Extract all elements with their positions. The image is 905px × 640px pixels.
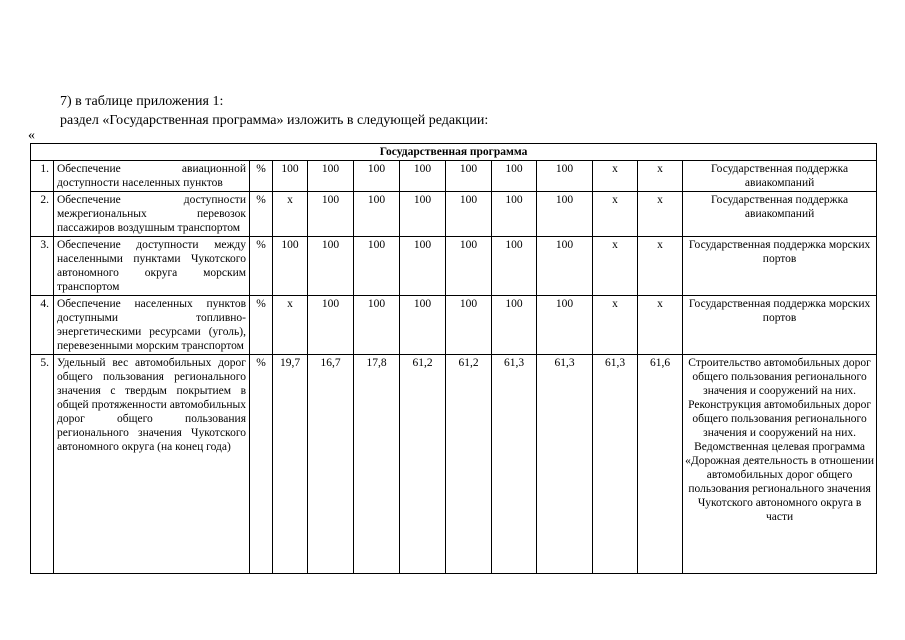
row-number: 3. [31, 237, 54, 296]
note-cell: Государственная поддержка морских портов [683, 296, 877, 355]
row-number: 4. [31, 296, 54, 355]
row-number: 5. [31, 355, 54, 574]
value-cell: 100 [446, 237, 492, 296]
note-cell: Строительство автомобильных дорог общего пользования регионального значения и сооружений на них. Реконструкция автомобильных дорог общего пользования регионального значения и сооружений на них. Ведомственная целевая программа «Дорожная деятельность в отношении автомобильных дорог общего пользования регионального значения Чукотского автономного округа в части [683, 355, 877, 574]
value-cell: 100 [400, 296, 446, 355]
value-cell: 100 [537, 237, 593, 296]
value-cell: 100 [308, 192, 354, 237]
value-cell: 100 [446, 296, 492, 355]
table-row [31, 355, 877, 574]
value-cell: х [638, 237, 683, 296]
value-cell: х [638, 192, 683, 237]
value-cell: 16,7 [308, 355, 354, 574]
value-cell: 100 [492, 192, 537, 237]
unit-cell: % [250, 192, 273, 237]
note-cell: Государственная поддержка морских портов [683, 237, 877, 296]
value-cell: 100 [354, 192, 400, 237]
value-cell: х [593, 237, 638, 296]
value-cell: х [593, 161, 638, 192]
value-cell: 61,3 [593, 355, 638, 574]
value-cell: 100 [354, 296, 400, 355]
value-cell: 100 [400, 237, 446, 296]
table-row [31, 237, 877, 296]
intro-line-2: раздел «Государственная программа» изложить в следующей редакции: [60, 113, 489, 128]
value-cell: 100 [492, 237, 537, 296]
value-cell: 100 [537, 161, 593, 192]
unit-cell: % [250, 296, 273, 355]
note-cell: Государственная поддержка авиакомпаний [683, 161, 877, 192]
value-cell: х [273, 192, 308, 237]
value-cell: 100 [308, 296, 354, 355]
table-row [31, 161, 877, 192]
value-cell: 100 [308, 161, 354, 192]
value-cell: х [593, 192, 638, 237]
table-row [31, 296, 877, 355]
value-cell: 100 [400, 192, 446, 237]
value-cell: 17,8 [354, 355, 400, 574]
value-cell: х [638, 296, 683, 355]
intro-line-1: 7) в таблице приложения 1: [60, 94, 224, 109]
value-cell: 19,7 [273, 355, 308, 574]
section-header: Государственная программа [31, 144, 877, 161]
value-cell: 100 [273, 237, 308, 296]
indicator-name: Обеспечение доступности между населенными пунктами Чукотского автономного округа морским транспортом [54, 237, 250, 296]
value-cell: 100 [537, 192, 593, 237]
value-cell: х [273, 296, 308, 355]
value-cell: х [638, 161, 683, 192]
indicator-name: Обеспечение доступности межрегиональных перевозок пассажиров воздушным транспортом [54, 192, 250, 237]
value-cell: 100 [273, 161, 308, 192]
value-cell: 100 [492, 161, 537, 192]
row-number: 1. [31, 161, 54, 192]
value-cell: 100 [354, 161, 400, 192]
table-row [31, 192, 877, 237]
row-number: 2. [31, 192, 54, 237]
value-cell: 100 [492, 296, 537, 355]
value-cell: 61,6 [638, 355, 683, 574]
unit-cell: % [250, 161, 273, 192]
open-quote: « [28, 128, 35, 143]
note-cell: Государственная поддержка авиакомпаний [683, 192, 877, 237]
value-cell: 100 [446, 192, 492, 237]
program-table [30, 143, 877, 574]
section-header-row [31, 144, 877, 161]
indicator-name: Обеспечение авиационной доступности населенных пунктов [54, 161, 250, 192]
value-cell: 61,3 [492, 355, 537, 574]
value-cell: 100 [308, 237, 354, 296]
value-cell: 61,3 [537, 355, 593, 574]
unit-cell: % [250, 355, 273, 574]
indicator-name: Обеспечение населенных пунктов доступными топливно-энергетическими ресурсами (уголь), перевезенными морским транспортом [54, 296, 250, 355]
value-cell: 61,2 [400, 355, 446, 574]
value-cell: 61,2 [446, 355, 492, 574]
value-cell: 100 [354, 237, 400, 296]
value-cell: 100 [537, 296, 593, 355]
value-cell: 100 [400, 161, 446, 192]
unit-cell: % [250, 237, 273, 296]
indicator-name: Удельный вес автомобильных дорог общего пользования регионального значения с твердым покрытием в общей протяженности автомобильных дорог общего пользования регионального значения Чукотского автономного округа (на конец года) [54, 355, 250, 574]
value-cell: 100 [446, 161, 492, 192]
value-cell: х [593, 296, 638, 355]
